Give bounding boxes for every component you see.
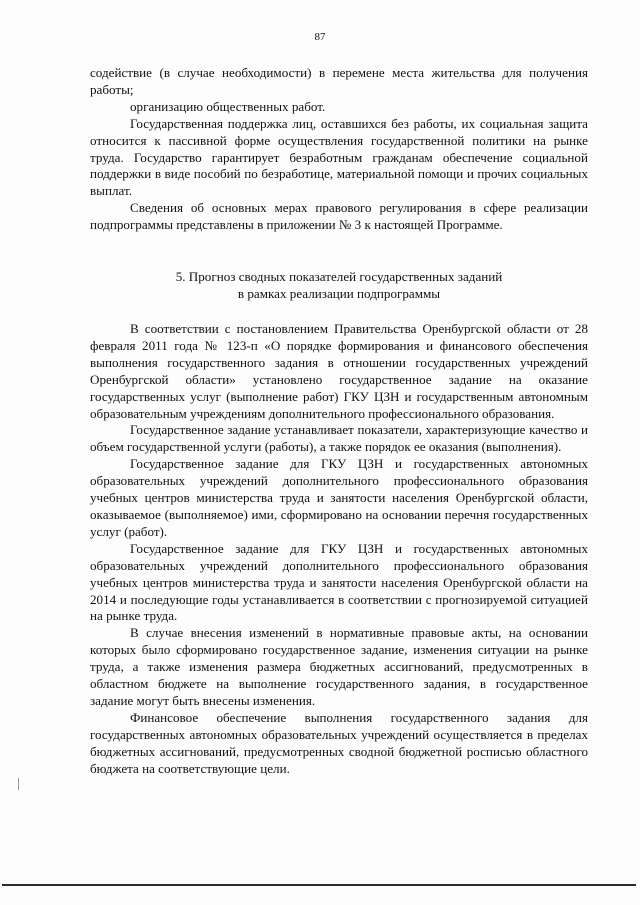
section-heading-line-1: 5. Прогноз сводных показателей государственных заданий xyxy=(175,269,503,284)
paragraph-legal-regulation: Сведения об основных мерах правового регулирования в сфере реализации подпрограммы представлены в приложении № 3 к настоящей Программе. xyxy=(90,200,588,233)
paragraph-relocation-assistance: содействие (в случае необходимости) в перемене места жительства для получения работы; xyxy=(90,65,588,97)
paragraph-state-support: Государственная поддержка лиц, оставшихся без работы, их социальная защита относится к пассивной форме осуществления государственной политики на рынке труда. Государство гарантирует безработным гражданам обеспечение социальной поддержки в виде пособий по безработице, материальной помощи и прочих социальных выплат. xyxy=(90,115,588,199)
paragraph-task-forecast: Государственное задание для ГКУ ЦЗН и государственных автономных образовательных учреждений дополнительного профессионального образования учебных центров министерства труда и занятости населения Оренбургской области на 2014 и последующие годы устанавливается в соответствии с прогнозируемой ситуацией на рынке труда. xyxy=(90,540,588,624)
page-bottom-border xyxy=(2,884,636,886)
section-heading-line-2: в рамках реализации подпрограммы xyxy=(237,286,441,301)
paragraph-financial-support: Финансовое обеспечение выполнения государственного задания для государственных автономных образовательных учреждений осуществляется в пределах бюджетных ассигнований, предусмотренных сводной бюджетной росписью областного бюджета на соответствующие цели. xyxy=(90,709,588,776)
top-text-block xyxy=(90,65,588,234)
paragraph-task-changes: В случае внесения изменений в нормативные правовые акты, на основании которых было сформировано государственное задание, изменения ситуации на рынке труда, а также изменения размера бюджетных ассигнований, предусмотренных в областном бюджете на выполнение государственного задания, в государственное задание могут быть внесены изменения. xyxy=(90,625,588,708)
paragraph-task-indicators: Государственное задание устанавливает показатели, характеризующие качество и объем государственной услуги (работы), а также порядок ее оказания (выполнения). xyxy=(90,422,588,455)
paragraph-public-works: организацию общественных работ. xyxy=(130,98,326,114)
scan-margin-mark xyxy=(18,778,19,790)
paragraph-task-services-list: Государственное задание для ГКУ ЦЗН и государственных автономных образовательных учреждений дополнительного профессионального образования учебных центров министерства труда и занятости населения Оренбургской области, оказываемое (выполняемое) ими, сформировано на основании перечня государственных услуг (работ). xyxy=(90,456,588,539)
paragraph-government-decree: В соответствии с постановлением Правительства Оренбургской области от 28 февраля 2011 года № 123-п «О порядке формирования и финансового обеспечения выполнения государственного задания в отношении государственных учреждений Оренбургской области» установлено государственное задание на оказание государственных услуг (выполнение работ) ГКУ ЦЗН и государственным автономным образовательным учреждениям дополнительного профессионального образования. xyxy=(90,321,588,421)
page-number: 87 xyxy=(314,31,326,43)
main-text-block xyxy=(90,321,588,777)
section-heading xyxy=(90,268,588,302)
